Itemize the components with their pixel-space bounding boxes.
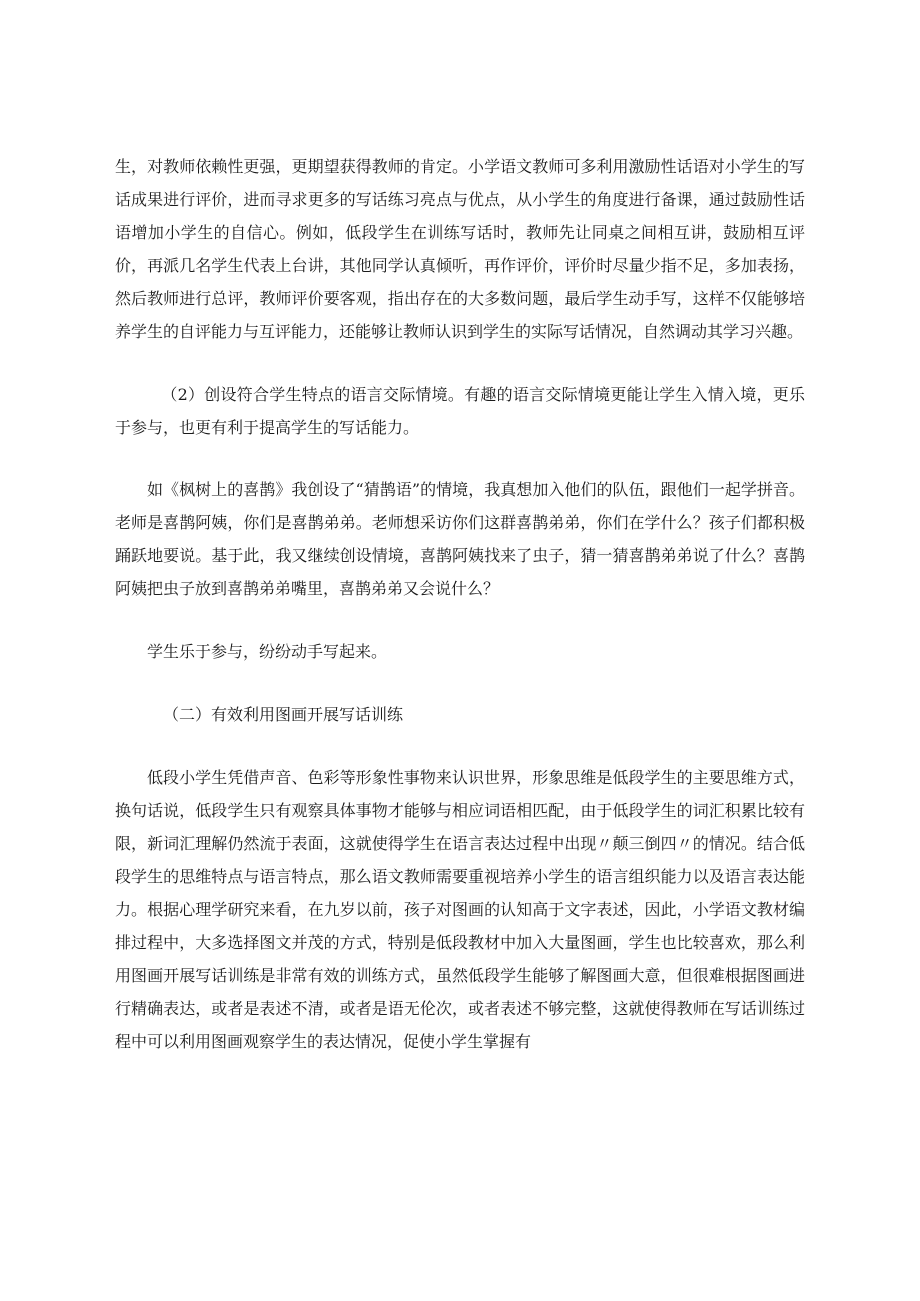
section-heading-picture-training: （二）有效利用图画开展写话训练 [163, 705, 404, 724]
paragraph-teacher-praise: 生，对教师依赖性更强，更期望获得教师的肯定。小学语文教师可多利用激励性话语对小学生的写话成果进行评价，进而寻求更多的写话练习亮点与优点，从小学生的角度进行备课，通过鼓励性话语增加小学生的自信心。例如，低段学生在训练写话时，教师先让同桌之间相互讲，鼓励相互评价，再派几名学生代表上台讲，其他同学认真倾听，再作评价，评价时尽量少指不足，多加表扬，然后教师进行总评，教师评价要客观，指出存在的大多数问题，最后学生动手写，这样不仅能够培养学生的自评能力与互评能力，还能够让教师认识到学生的实际写话情况，自然调动其学习兴趣。 [115, 157, 805, 341]
paragraph-communication-context: （2）创设符合学生特点的语言交际情境。有趣的语言交际情境更能让学生入情入境，更乐于参与，也更有利于提高学生的写话能力。 [115, 385, 805, 437]
paragraph-students-write: 学生乐于参与，纷纷动手写起来。 [147, 642, 388, 661]
paragraph-picture-training: 低段小学生凭借声音、色彩等形象性事物来认识世界，形象思维是低段学生的主要思维方式，换句话说，低段学生只有观察具体事物才能够与相应词语相匹配，由于低段学生的词汇积累比较有限，新词汇理解仍然流于表面，这就使得学生在语言表达过程中出现〃颠三倒四〃的情况。结合低段学生的思维特点与语言特点，那么语文教师需要重视培养小学生的语言组织能力以及语言表达能力。根据心理学研究来看，在九岁以前，孩子对图画的认知高于文字表述，因此，小学语文教材编排过程中，大多选择图文并茂的方式，特别是低段教材中加入大量图画，学生也比较喜欢，那么利用图画开展写话训练是非常有效的训练方式，虽然低段学生能够了解图画大意，但很难根据图画进行精确表达，或者是表述不清，或者是语无伦次，或者表述不够完整，这就使得教师在写话训练过程中可以利用图画观察学生的表达情况，促使小学生掌握有 [115, 768, 805, 1051]
document-page [115, 150, 805, 1058]
paragraph-magpie-example: 如《枫树上的喜鹊》我创设了“猜鹊语”的情境，我真想加入他们的队伍，跟他们一起学拼音。老师是喜鹊阿姨，你们是喜鹊弟弟。老师想采访你们这群喜鹊弟弟，你们在学什么？孩子们都积极踊跃地要说。基于此，我又继续创设情境，喜鹊阿姨找来了虫子，猜一猜喜鹊弟弟说了什么？喜鹊阿姨把虫子放到喜鹊弟弟嘴里，喜鹊弟弟又会说什么？ [115, 480, 805, 598]
